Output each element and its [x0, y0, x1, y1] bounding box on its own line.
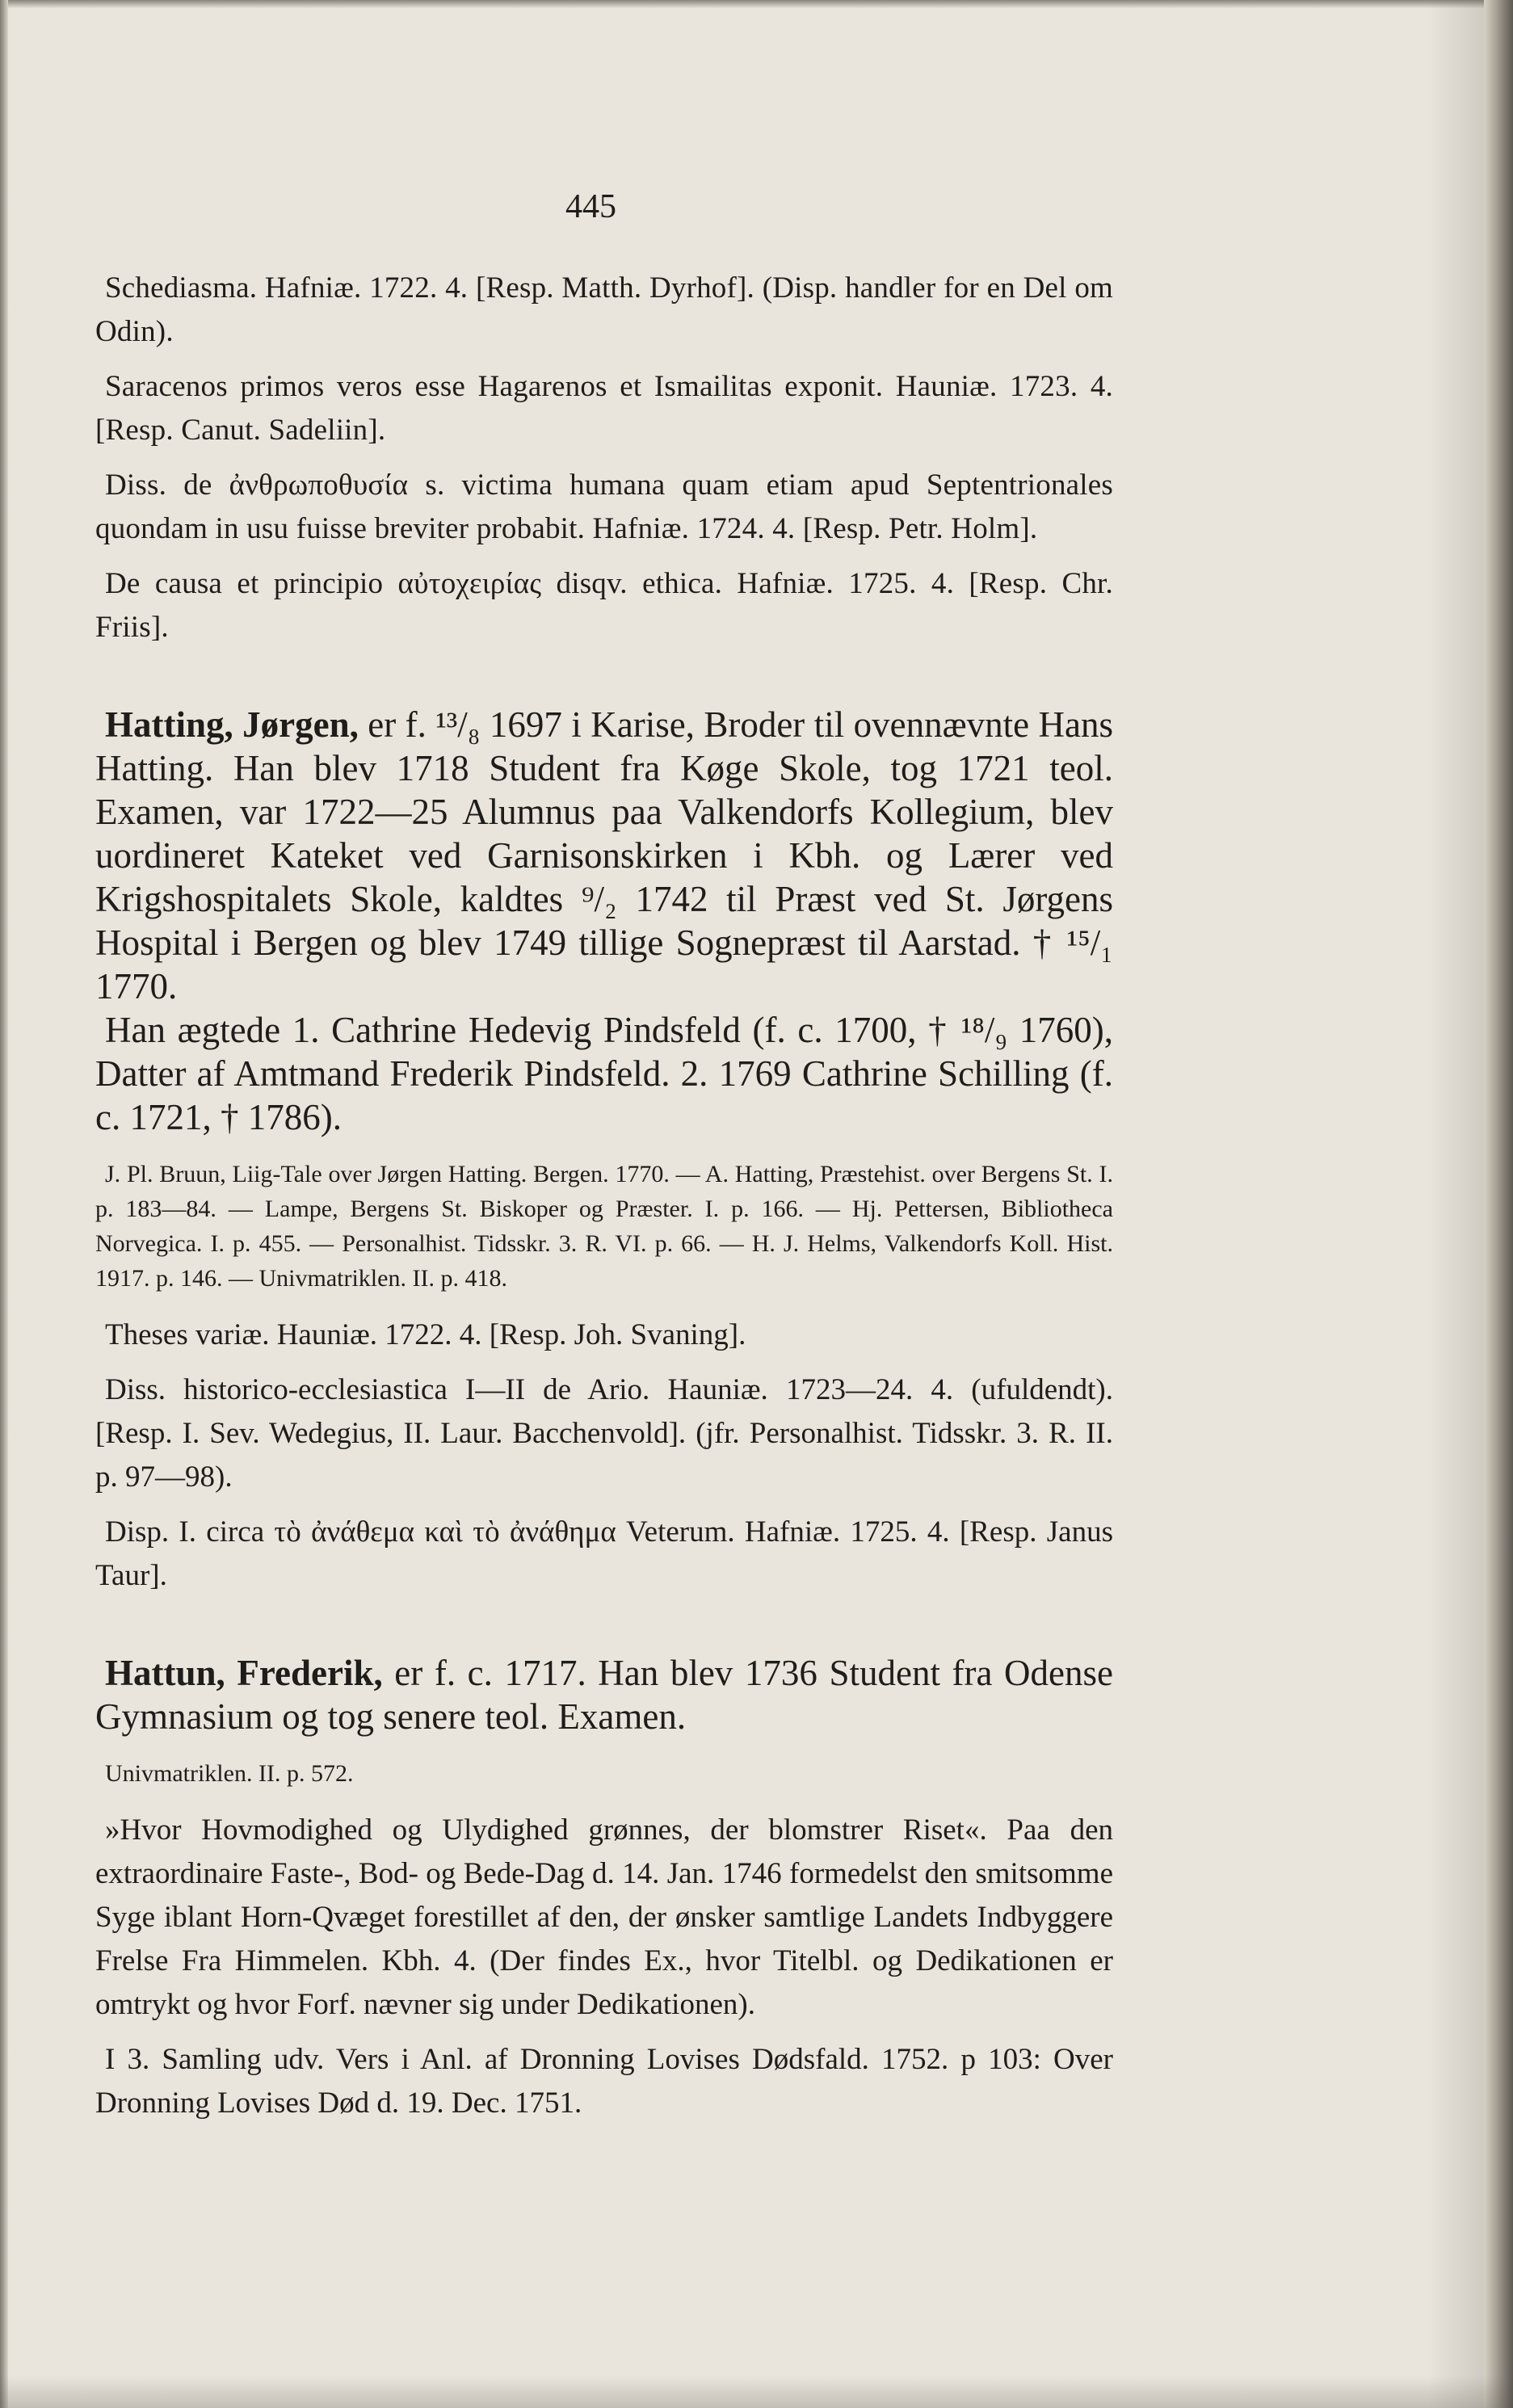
- work-entry: Diss. de ἀνθρωποθυσία s. victima humana quam etiam apud Septentrionales quondam in usu fuisse breviter probabit. Hafniæ. 1724. 4. [Resp. Petr. Holm].: [95, 469, 1113, 545]
- sources-hatting: J. Pl. Bruun, Liig-Tale over Jørgen Hatting. Bergen. 1770. — A. Hatting, Præstehist. over Bergens St. I. p. 183—84. — Lampe, Bergens St. Biskoper og Præster. I. p. 166. — Hj. Pettersen, Bibliotheca Norvegica. I. p. 455. — Personalhist. Tidsskr. 3. R. VI. p. 66. — H. J. Helms, Valkendorfs Koll. Hist. 1917. p. 146. — Univmatriklen. II. p. 418.: [95, 1161, 1113, 1292]
- page-number: 445: [565, 188, 616, 225]
- marriage-text: Han ægtede 1. Cathrine Hedevig Pindsfeld (f. c. 1700, † ¹⁸/₉ 1760), Datter af Amtmand Frederik Pindsfeld. 2. 1769 Cathrine Schilling (f. c. 1721, † 1786).: [95, 1010, 1113, 1137]
- work-entry: Schediasma. Hafniæ. 1722. 4. [Resp. Matth. Dyrhof]. (Disp. handler for en Del om Odin).: [95, 271, 1113, 348]
- work-entry: I 3. Samling udv. Vers i Anl. af Dronning Lovises Dødsfald. 1752. p 103: Over Dronning Lovises Død d. 19. Dec. 1751.: [95, 2043, 1113, 2120]
- work-entry: Diss. historico-ecclesiastica I—II de Ario. Hauniæ. 1723—24. 4. (ufuldendt). [Resp. I. Sev. Wedegius, II. Laur. Bacchenvold]. (jfr. Personalhist. Tidsskr. 3. R. II. p. 97—98).: [95, 1373, 1113, 1494]
- book-gutter: [1484, 0, 1513, 2408]
- biography-text: er f. c. 1717. Han blev 1736 Student fra Odense Gymnasium og tog senere teol. Examen.: [95, 1653, 1113, 1737]
- entry-name-hatting: Hatting, Jørgen,: [105, 704, 359, 745]
- page-top-edge: [0, 0, 1513, 8]
- work-entry: De causa et principio αὐτοχειρίας disqv. ethica. Hafniæ. 1725. 4. [Resp. Chr. Friis].: [95, 567, 1113, 644]
- sources-hattun: Univmatriklen. II. p. 572.: [105, 1760, 354, 1787]
- page-bottom-edge: [0, 2376, 1513, 2408]
- page-body: [95, 267, 1113, 2125]
- work-entry: »Hvor Hovmodighed og Ulydighed grønnes, der blomstrer Riset«. Paa den extraordinaire Faste-, Bod- og Bede-Dag d. 14. Jan. 1746 formedelst den smitsomme Syge iblant Horn-Qvæget forestillet af den, der ønsker samtlige Landets Indbyggere Frelse Fra Himmelen. Kbh. 4. (Der findes Ex., hvor Titelbl. og Dedikationen er omtrykt og hvor Forf. nævner sig under Dedikationen).: [95, 1813, 1113, 2021]
- biography-hatting: [95, 703, 1113, 1008]
- page-left-edge: [0, 0, 8, 2408]
- biography-text: er f. ¹³/₈ 1697 i Karise, Broder til ovennævnte Hans Hatting. Han blev 1718 Student fra Køge Skole, tog 1721 teol. Examen, var 1722—25 Alumnus paa Valkendorfs Kollegium, blev uordineret Kateket ved Garnisonskirken i Kbh. og Lærer ved Krigshospitalets Skole, kaldtes ⁹/₂ 1742 til Præst ved St. Jørgens Hospital i Bergen og blev 1749 tillige Sognepræst til Aarstad. † ¹⁵/₁ 1770.: [95, 704, 1113, 1006]
- biography-hattun: [95, 1651, 1113, 1738]
- work-entry: Saracenos primos veros esse Hagarenos et Ismailitas exponit. Hauniæ. 1723. 4. [Resp. Canut. Sadeliin].: [95, 370, 1113, 447]
- gutter-shadow: [1427, 0, 1484, 2408]
- work-entry: Disp. I. circa τὸ ἀνάθεμα καὶ τὸ ἀνάθημα Veterum. Hafniæ. 1725. 4. [Resp. Janus Taur].: [95, 1515, 1113, 1592]
- entry-name-hattun: Hattun, Frederik,: [105, 1653, 383, 1693]
- work-entry: Theses variæ. Hauniæ. 1722. 4. [Resp. Joh. Svaning].: [105, 1318, 746, 1351]
